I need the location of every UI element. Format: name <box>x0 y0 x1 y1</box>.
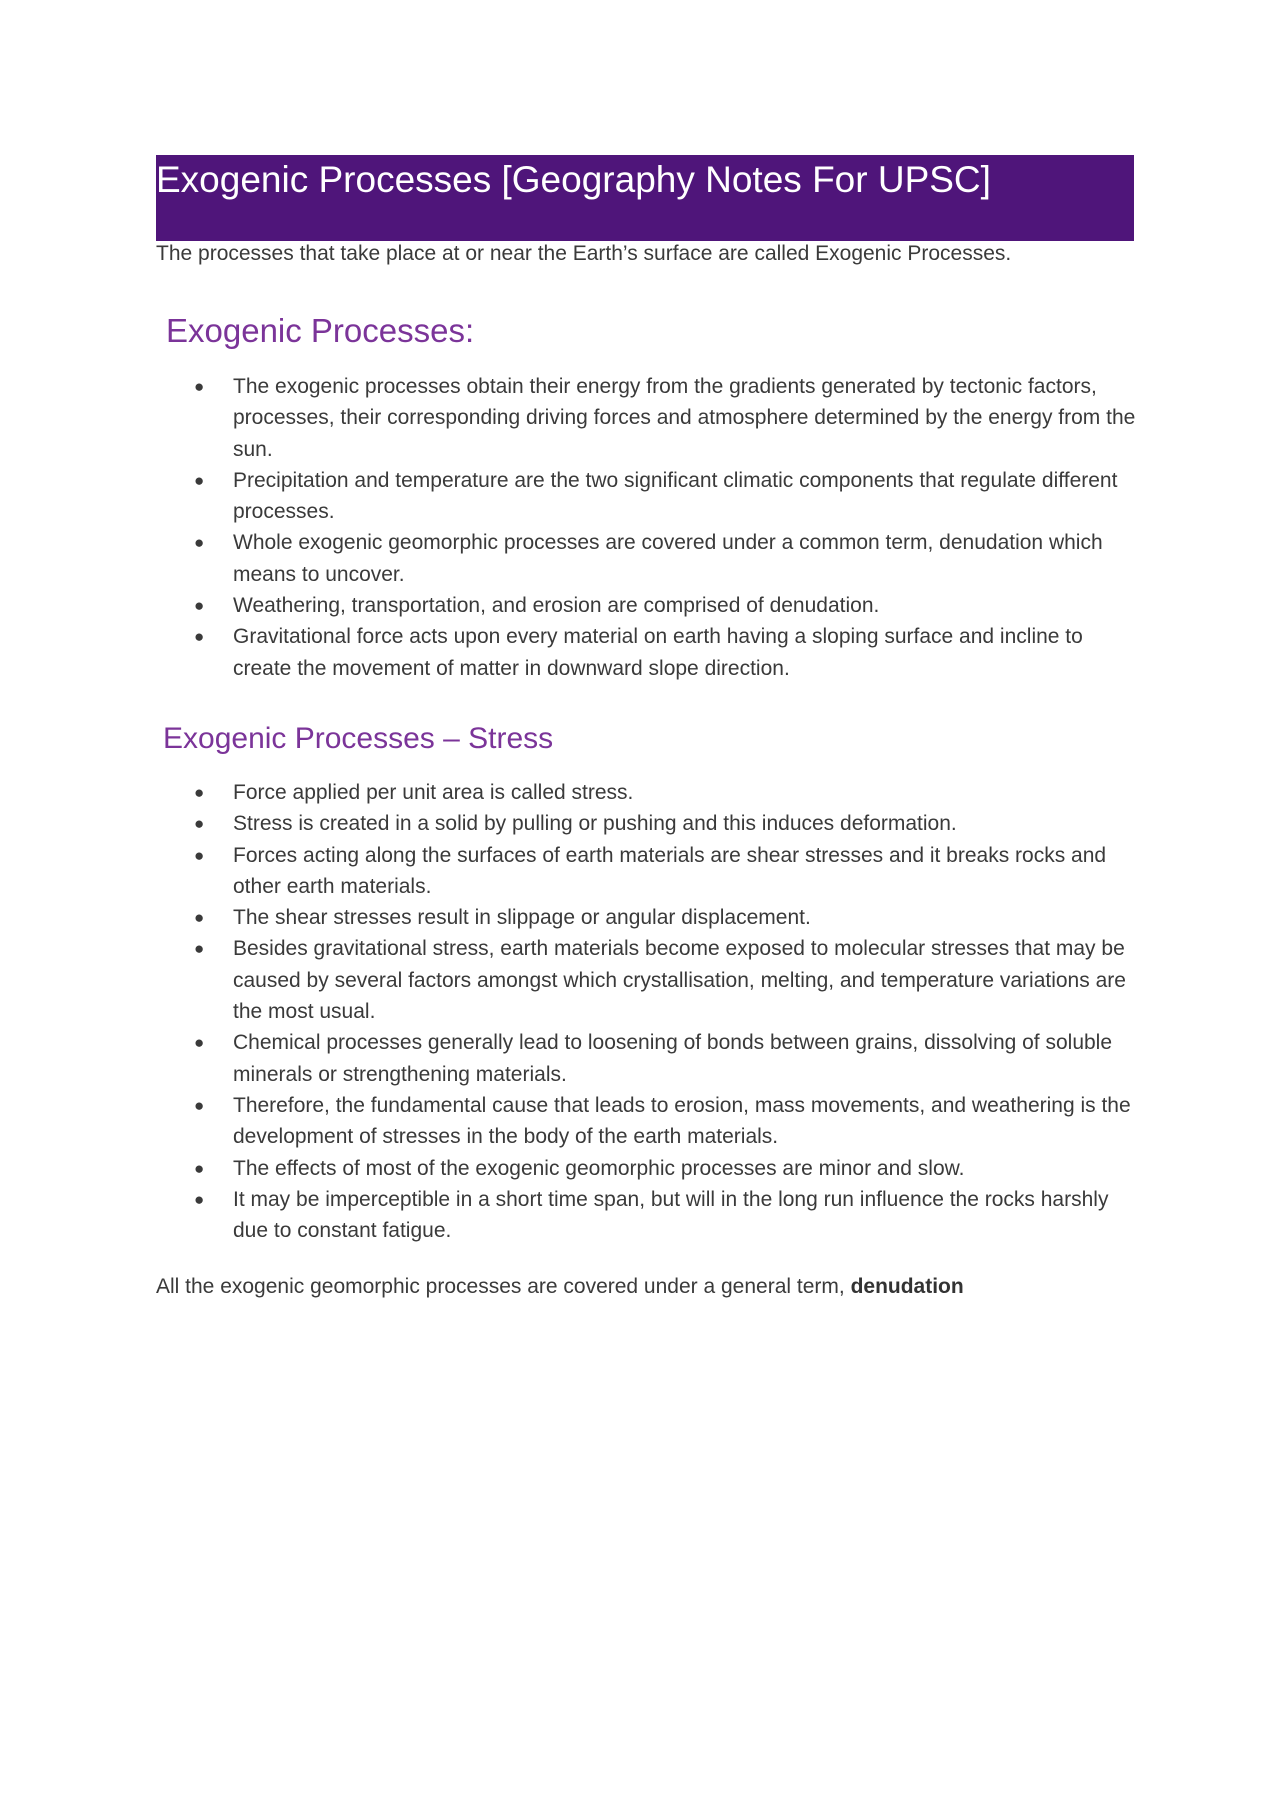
list-item-text: Chemical processes generally lead to loosening of bonds between grains, dissolving of soluble minerals or strengthening materials. <box>233 1031 1113 1086</box>
bullet-icon: ● <box>194 470 205 490</box>
list-item-text: Whole exogenic geomorphic processes are covered under a common term, denudation which means to uncover. <box>233 531 1103 586</box>
bullet-list-stress <box>194 777 1139 1246</box>
list-item <box>194 371 1139 465</box>
closing-bold-term: denudation <box>850 1275 964 1298</box>
bullet-icon: ● <box>194 845 205 865</box>
page-title: Exogenic Processes [Geography Notes For UPSC] <box>156 159 991 200</box>
list-item <box>194 777 1139 808</box>
bullet-list-exogenic-processes <box>194 371 1139 684</box>
list-item <box>194 621 1139 684</box>
closing-paragraph <box>156 1272 964 1302</box>
bullet-icon: ● <box>194 783 205 802</box>
bullet-icon: ● <box>194 814 205 834</box>
list-item <box>194 840 1139 903</box>
bullet-icon: ● <box>194 627 205 647</box>
list-item <box>194 933 1139 1027</box>
list-item <box>194 590 1139 621</box>
list-item <box>194 527 1139 590</box>
bullet-icon: ● <box>194 377 205 396</box>
list-item <box>194 808 1139 839</box>
bullet-icon: ● <box>194 1189 205 1209</box>
bullet-icon: ● <box>194 1033 205 1053</box>
bullet-icon: ● <box>194 533 205 553</box>
list-item-text: Weathering, transportation, and erosion are comprised of denudation. <box>233 594 880 618</box>
list-item <box>194 1153 1139 1184</box>
list-item-text: It may be imperceptible in a short time span, but will in the long run influence the rocks harshly due to constant fatigue. <box>233 1187 1109 1243</box>
closing-text: All the exogenic geomorphic processes are covered under a general term, <box>156 1275 851 1298</box>
list-item-text: Stress is created in a solid by pulling or pushing and this induces deformation. <box>233 812 957 836</box>
list-item-text: Force applied per unit area is called stress. <box>233 781 634 804</box>
title-banner <box>156 155 1134 241</box>
list-item-text: The effects of most of the exogenic geomorphic processes are minor and slow. <box>233 1156 965 1180</box>
list-item-text: Precipitation and temperature are the two significant climatic components that regulate different processes. <box>233 468 1118 524</box>
list-item <box>194 902 1139 933</box>
list-item-text: Therefore, the fundamental cause that leads to erosion, mass movements, and weathering is the development of stresses in the body of the earth materials. <box>233 1093 1131 1149</box>
bullet-icon: ● <box>194 596 205 616</box>
bullet-icon: ● <box>194 1095 205 1115</box>
intro-paragraph: The processes that take place at or near the Earth’s surface are called Exogenic Processes. <box>156 242 1012 265</box>
list-item-text: The exogenic processes obtain their energy from the gradients generated by tectonic factors, processes, their corresponding driving forces and atmosphere determined by the energy from the sun. <box>233 375 1136 461</box>
list-item-text: The shear stresses result in slippage or angular displacement. <box>233 906 811 930</box>
list-item <box>194 1027 1139 1090</box>
bullet-icon: ● <box>194 939 205 959</box>
list-item <box>194 465 1139 528</box>
bullet-icon: ● <box>194 1158 205 1178</box>
bullet-icon: ● <box>194 908 205 928</box>
section-heading-exogenic-processes: Exogenic Processes: <box>166 312 475 349</box>
list-item <box>194 1090 1139 1153</box>
section-heading-stress: Exogenic Processes – Stress <box>163 722 554 755</box>
list-item <box>194 1184 1139 1247</box>
list-item-text: Forces acting along the surfaces of earth materials are shear stresses and it breaks rocks and other earth materials. <box>233 843 1107 898</box>
list-item-text: Besides gravitational stress, earth materials become exposed to molecular stresses that may be caused by several factors amongst which crystallisation, melting, and temperature variations are the most usual. <box>233 937 1126 1024</box>
list-item-text: Gravitational force acts upon every material on earth having a sloping surface and incline to create the movement of matter in downward slope direction. <box>233 625 1083 680</box>
